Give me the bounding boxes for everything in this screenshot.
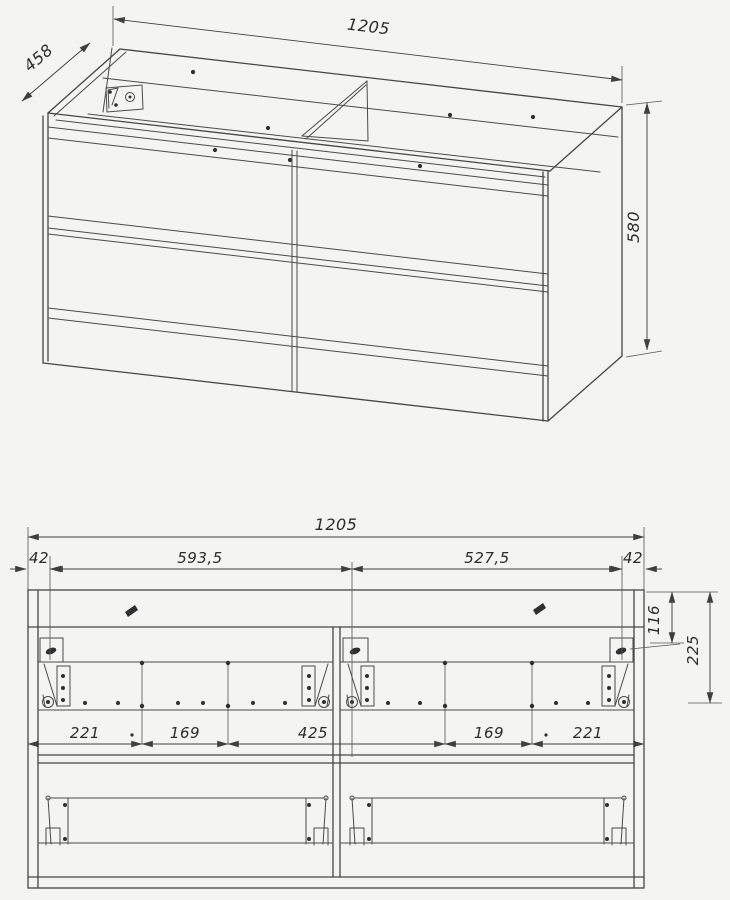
dim-right-reveal-label: 42 [622, 549, 644, 567]
hinge-plates [40, 638, 633, 662]
dimension-overall-width [28, 515, 644, 590]
slide-rail-band [38, 661, 634, 744]
dim-depth-label: 458 [20, 40, 57, 76]
box-bracket [604, 796, 626, 845]
cam-marks [125, 603, 546, 617]
slide-bracket [602, 664, 630, 708]
dimension-depth [20, 40, 90, 101]
dim-chain-425-label: 425 [297, 724, 329, 742]
dim-width-label: 1205 [346, 14, 391, 39]
dim-height-label: 580 [624, 210, 643, 244]
cabinet-carcass [43, 48, 622, 421]
corner-bracket-detail [106, 85, 143, 112]
dimension-front-row [10, 549, 662, 757]
slide-bracket [347, 664, 375, 708]
dimension-height [624, 101, 662, 357]
dimension-chain-row [28, 724, 644, 744]
slide-bracket [302, 664, 330, 708]
divider-panel [302, 81, 368, 141]
dim-chain-169r-label: 169 [473, 724, 505, 742]
dim-right-front-label: 527,5 [464, 549, 510, 567]
dim-overall-label: 1205 [314, 515, 358, 534]
dim-chain-169l-label: 169 [169, 724, 201, 742]
dim-left-reveal-label: 42 [28, 549, 50, 567]
dim-slide-offset-label: 225 [684, 634, 702, 666]
lower-drawer-boxes [38, 796, 634, 845]
box-bracket [306, 796, 328, 845]
dim-chain-221r-label: 221 [572, 724, 604, 742]
front-elevation-drawing [0, 470, 730, 900]
slide-bracket [43, 664, 71, 708]
dim-chain-221l-label: 221 [69, 724, 101, 742]
dim-left-front-label: 593,5 [177, 549, 223, 567]
drawer-fronts [48, 127, 548, 392]
dim-bracket-offset-label: 116 [645, 604, 663, 636]
box-bracket [46, 796, 68, 845]
box-bracket [350, 796, 372, 845]
